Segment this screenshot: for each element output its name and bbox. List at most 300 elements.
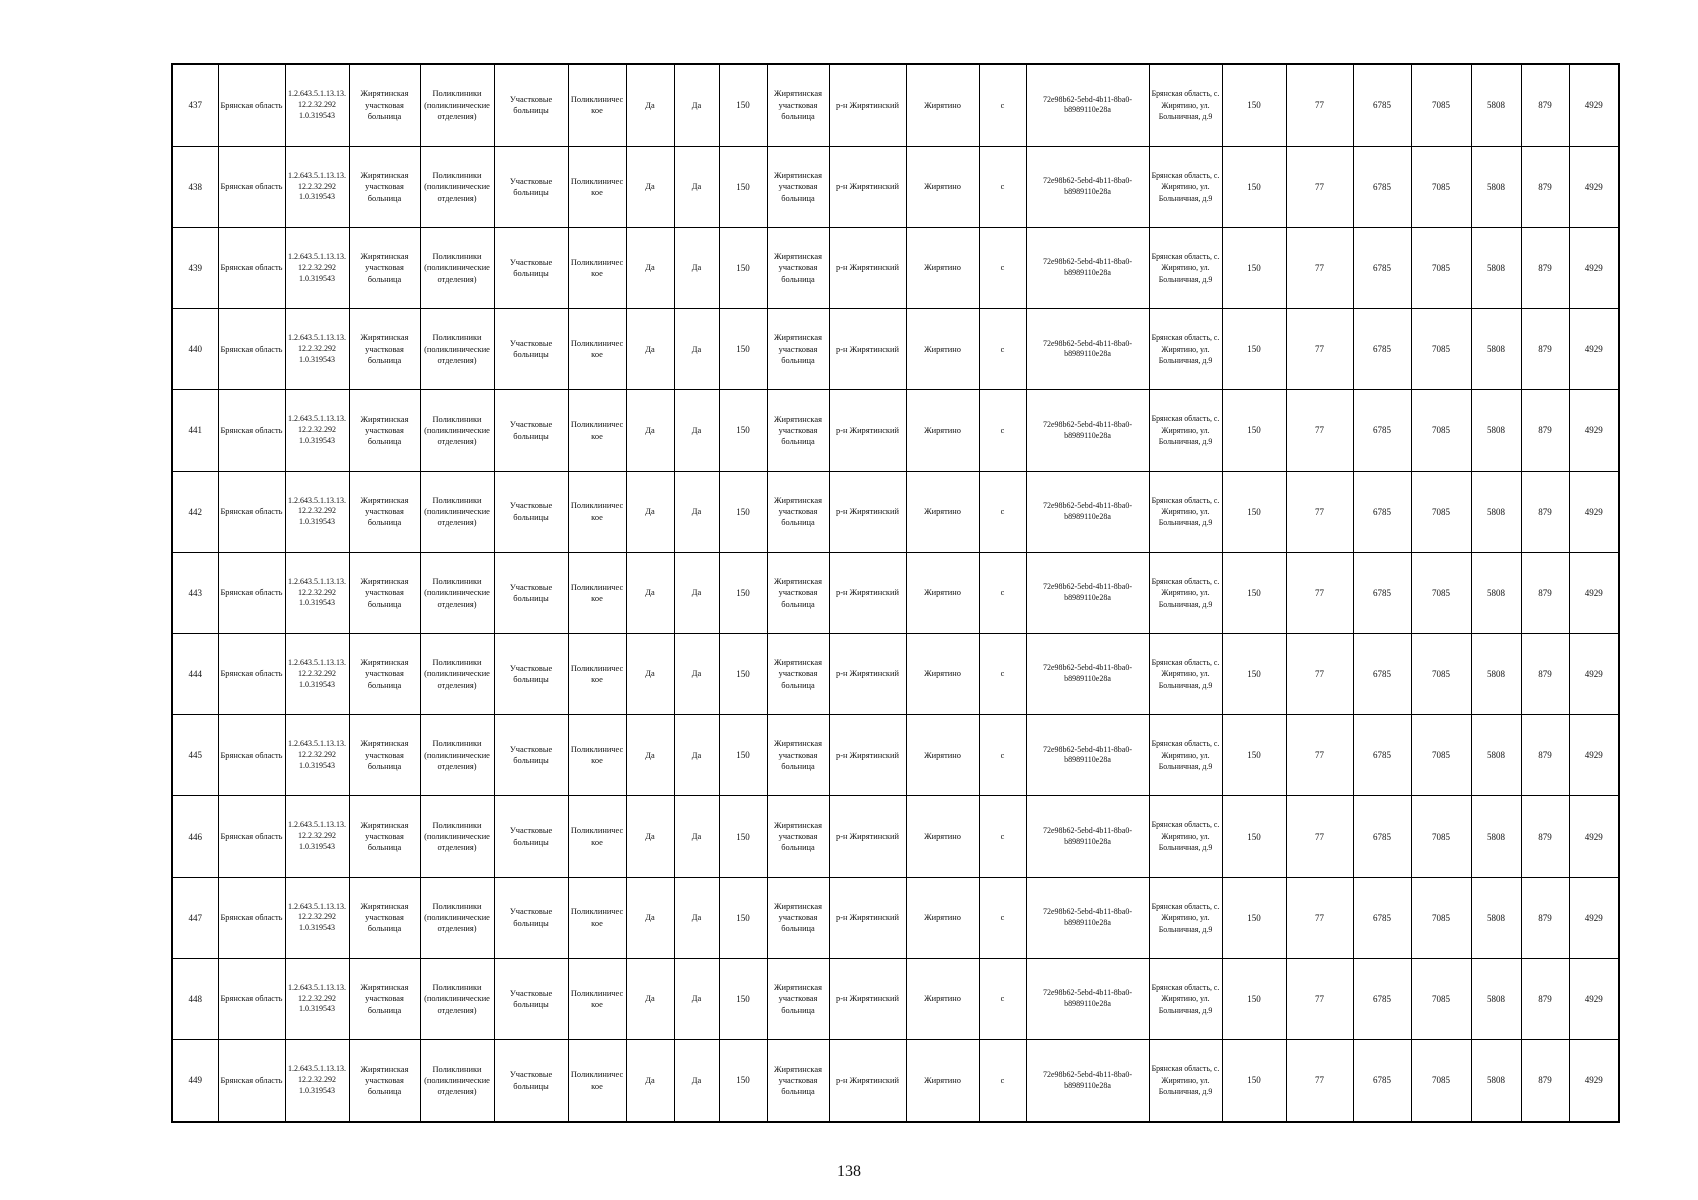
fias-guid-cell: 72e98b62-5ebd-4b11-8ba0-b8989110e28a bbox=[1026, 390, 1149, 471]
value-2-cell: 77 bbox=[1286, 146, 1353, 227]
settlement-cell: Жирятино bbox=[906, 146, 979, 227]
value-4-cell: 7085 bbox=[1411, 958, 1471, 1039]
settlement-cell: Жирятино bbox=[906, 958, 979, 1039]
value-5-cell: 5808 bbox=[1471, 715, 1521, 796]
address-cell: Брянская область, с. Жирятино, ул. Больничная, д.9 bbox=[1149, 958, 1222, 1039]
value-7-cell: 4929 bbox=[1569, 634, 1619, 715]
region-cell: Брянская область bbox=[218, 471, 285, 552]
flag-1-cell: Да bbox=[626, 877, 674, 958]
value-2-cell: 77 bbox=[1286, 1040, 1353, 1122]
capacity-cell: 150 bbox=[719, 228, 767, 309]
value-7-cell: 4929 bbox=[1569, 228, 1619, 309]
organization-cell: Жирятинская участковая больница bbox=[349, 796, 420, 877]
value-2-cell: 77 bbox=[1286, 958, 1353, 1039]
fias-guid-cell: 72e98b62-5ebd-4b11-8ba0-b8989110e28a bbox=[1026, 796, 1149, 877]
value-2-cell: 77 bbox=[1286, 390, 1353, 471]
value-3-cell: 6785 bbox=[1353, 146, 1411, 227]
unit-type-cell: Поликлиники (поликлинические отделения) bbox=[420, 146, 494, 227]
address-cell: Брянская область, с. Жирятино, ул. Больничная, д.9 bbox=[1149, 146, 1222, 227]
flag-2-cell: Да bbox=[674, 390, 719, 471]
value-3-cell: 6785 bbox=[1353, 715, 1411, 796]
oid-cell: 1.2.643.5.1.13.13.12.2.32.292 1.0.319543 bbox=[285, 877, 349, 958]
settlement-type-cell: с bbox=[979, 471, 1026, 552]
value-6-cell: 879 bbox=[1521, 715, 1569, 796]
value-3-cell: 6785 bbox=[1353, 309, 1411, 390]
region-cell: Брянская область bbox=[218, 390, 285, 471]
value-7-cell: 4929 bbox=[1569, 877, 1619, 958]
value-2-cell: 77 bbox=[1286, 796, 1353, 877]
building-name-cell: Жирятинская участковая больница bbox=[767, 1040, 829, 1122]
department-type-cell: Поликлиническое bbox=[568, 877, 626, 958]
region-cell: Брянская область bbox=[218, 877, 285, 958]
department-type-cell: Поликлиническое bbox=[568, 309, 626, 390]
capacity-cell: 150 bbox=[719, 796, 767, 877]
district-cell: р-н Жирятинский bbox=[829, 958, 906, 1039]
settlement-type-cell: с bbox=[979, 796, 1026, 877]
fias-guid-cell: 72e98b62-5ebd-4b11-8ba0-b8989110e28a bbox=[1026, 715, 1149, 796]
value-6-cell: 879 bbox=[1521, 958, 1569, 1039]
oid-cell: 1.2.643.5.1.13.13.12.2.32.292 1.0.319543 bbox=[285, 634, 349, 715]
capacity-cell: 150 bbox=[719, 715, 767, 796]
flag-2-cell: Да bbox=[674, 877, 719, 958]
value-2-cell: 77 bbox=[1286, 634, 1353, 715]
address-cell: Брянская область, с. Жирятино, ул. Больничная, д.9 bbox=[1149, 309, 1222, 390]
unit-type-cell: Поликлиники (поликлинические отделения) bbox=[420, 634, 494, 715]
value-1-cell: 150 bbox=[1222, 228, 1286, 309]
district-cell: р-н Жирятинский bbox=[829, 309, 906, 390]
flag-2-cell: Да bbox=[674, 715, 719, 796]
table-row bbox=[172, 877, 1619, 958]
flag-1-cell: Да bbox=[626, 390, 674, 471]
unit-type-cell: Поликлиники (поликлинические отделения) bbox=[420, 552, 494, 633]
value-6-cell: 879 bbox=[1521, 877, 1569, 958]
unit-type-cell: Поликлиники (поликлинические отделения) bbox=[420, 877, 494, 958]
flag-1-cell: Да bbox=[626, 552, 674, 633]
settlement-cell: Жирятино bbox=[906, 471, 979, 552]
region-cell: Брянская область bbox=[218, 1040, 285, 1122]
row-number-cell: 439 bbox=[172, 228, 218, 309]
page-number: 138 bbox=[837, 1163, 861, 1180]
facility-type-cell: Участковые больницы bbox=[494, 390, 568, 471]
value-1-cell: 150 bbox=[1222, 146, 1286, 227]
flag-2-cell: Да bbox=[674, 552, 719, 633]
building-name-cell: Жирятинская участковая больница bbox=[767, 64, 829, 146]
value-5-cell: 5808 bbox=[1471, 796, 1521, 877]
region-cell: Брянская область bbox=[218, 309, 285, 390]
building-name-cell: Жирятинская участковая больница bbox=[767, 715, 829, 796]
row-number-cell: 448 bbox=[172, 958, 218, 1039]
value-2-cell: 77 bbox=[1286, 877, 1353, 958]
row-number-cell: 449 bbox=[172, 1040, 218, 1122]
capacity-cell: 150 bbox=[719, 877, 767, 958]
department-type-cell: Поликлиническое bbox=[568, 64, 626, 146]
flag-1-cell: Да bbox=[626, 634, 674, 715]
district-cell: р-н Жирятинский bbox=[829, 634, 906, 715]
fias-guid-cell: 72e98b62-5ebd-4b11-8ba0-b8989110e28a bbox=[1026, 958, 1149, 1039]
value-7-cell: 4929 bbox=[1569, 309, 1619, 390]
department-type-cell: Поликлиническое bbox=[568, 1040, 626, 1122]
department-type-cell: Поликлиническое bbox=[568, 634, 626, 715]
region-cell: Брянская область bbox=[218, 958, 285, 1039]
department-type-cell: Поликлиническое bbox=[568, 390, 626, 471]
value-1-cell: 150 bbox=[1222, 1040, 1286, 1122]
unit-type-cell: Поликлиники (поликлинические отделения) bbox=[420, 64, 494, 146]
address-cell: Брянская область, с. Жирятино, ул. Больничная, д.9 bbox=[1149, 1040, 1222, 1122]
capacity-cell: 150 bbox=[719, 958, 767, 1039]
region-cell: Брянская область bbox=[218, 634, 285, 715]
value-4-cell: 7085 bbox=[1411, 552, 1471, 633]
region-cell: Брянская область bbox=[218, 552, 285, 633]
fias-guid-cell: 72e98b62-5ebd-4b11-8ba0-b8989110e28a bbox=[1026, 146, 1149, 227]
value-2-cell: 77 bbox=[1286, 552, 1353, 633]
table-row bbox=[172, 715, 1619, 796]
facility-type-cell: Участковые больницы bbox=[494, 309, 568, 390]
address-cell: Брянская область, с. Жирятино, ул. Больничная, д.9 bbox=[1149, 390, 1222, 471]
value-6-cell: 879 bbox=[1521, 634, 1569, 715]
facility-type-cell: Участковые больницы bbox=[494, 715, 568, 796]
organization-cell: Жирятинская участковая больница bbox=[349, 471, 420, 552]
value-5-cell: 5808 bbox=[1471, 877, 1521, 958]
flag-2-cell: Да bbox=[674, 1040, 719, 1122]
table-row bbox=[172, 309, 1619, 390]
department-type-cell: Поликлиническое bbox=[568, 146, 626, 227]
value-5-cell: 5808 bbox=[1471, 64, 1521, 146]
capacity-cell: 150 bbox=[719, 471, 767, 552]
value-7-cell: 4929 bbox=[1569, 796, 1619, 877]
capacity-cell: 150 bbox=[719, 634, 767, 715]
address-cell: Брянская область, с. Жирятино, ул. Больничная, д.9 bbox=[1149, 552, 1222, 633]
settlement-cell: Жирятино bbox=[906, 634, 979, 715]
settlement-cell: Жирятино bbox=[906, 715, 979, 796]
value-4-cell: 7085 bbox=[1411, 877, 1471, 958]
value-6-cell: 879 bbox=[1521, 796, 1569, 877]
table-row bbox=[172, 471, 1619, 552]
flag-1-cell: Да bbox=[626, 228, 674, 309]
oid-cell: 1.2.643.5.1.13.13.12.2.32.292 1.0.319543 bbox=[285, 471, 349, 552]
flag-2-cell: Да bbox=[674, 958, 719, 1039]
flag-1-cell: Да bbox=[626, 309, 674, 390]
unit-type-cell: Поликлиники (поликлинические отделения) bbox=[420, 471, 494, 552]
district-cell: р-н Жирятинский bbox=[829, 228, 906, 309]
oid-cell: 1.2.643.5.1.13.13.12.2.32.292 1.0.319543 bbox=[285, 1040, 349, 1122]
unit-type-cell: Поликлиники (поликлинические отделения) bbox=[420, 228, 494, 309]
settlement-cell: Жирятино bbox=[906, 552, 979, 633]
value-2-cell: 77 bbox=[1286, 715, 1353, 796]
settlement-type-cell: с bbox=[979, 228, 1026, 309]
oid-cell: 1.2.643.5.1.13.13.12.2.32.292 1.0.319543 bbox=[285, 64, 349, 146]
flag-1-cell: Да bbox=[626, 1040, 674, 1122]
value-5-cell: 5808 bbox=[1471, 1040, 1521, 1122]
facility-type-cell: Участковые больницы bbox=[494, 228, 568, 309]
organization-cell: Жирятинская участковая больница bbox=[349, 1040, 420, 1122]
settlement-type-cell: с bbox=[979, 877, 1026, 958]
unit-type-cell: Поликлиники (поликлинические отделения) bbox=[420, 958, 494, 1039]
table-row bbox=[172, 796, 1619, 877]
settlement-cell: Жирятино bbox=[906, 877, 979, 958]
value-6-cell: 879 bbox=[1521, 390, 1569, 471]
data-table bbox=[171, 63, 1620, 1123]
row-number-cell: 446 bbox=[172, 796, 218, 877]
oid-cell: 1.2.643.5.1.13.13.12.2.32.292 1.0.319543 bbox=[285, 146, 349, 227]
flag-2-cell: Да bbox=[674, 146, 719, 227]
value-3-cell: 6785 bbox=[1353, 796, 1411, 877]
value-4-cell: 7085 bbox=[1411, 146, 1471, 227]
table-row bbox=[172, 552, 1619, 633]
row-number-cell: 447 bbox=[172, 877, 218, 958]
value-7-cell: 4929 bbox=[1569, 471, 1619, 552]
value-4-cell: 7085 bbox=[1411, 796, 1471, 877]
row-number-cell: 441 bbox=[172, 390, 218, 471]
value-5-cell: 5808 bbox=[1471, 552, 1521, 633]
settlement-type-cell: с bbox=[979, 1040, 1026, 1122]
region-cell: Брянская область bbox=[218, 64, 285, 146]
facility-type-cell: Участковые больницы bbox=[494, 796, 568, 877]
department-type-cell: Поликлиническое bbox=[568, 715, 626, 796]
table-row bbox=[172, 1040, 1619, 1122]
row-number-cell: 438 bbox=[172, 146, 218, 227]
flag-2-cell: Да bbox=[674, 796, 719, 877]
district-cell: р-н Жирятинский bbox=[829, 715, 906, 796]
organization-cell: Жирятинская участковая больница bbox=[349, 634, 420, 715]
value-4-cell: 7085 bbox=[1411, 715, 1471, 796]
value-2-cell: 77 bbox=[1286, 228, 1353, 309]
department-type-cell: Поликлиническое bbox=[568, 228, 626, 309]
value-7-cell: 4929 bbox=[1569, 715, 1619, 796]
department-type-cell: Поликлиническое bbox=[568, 958, 626, 1039]
address-cell: Брянская область, с. Жирятино, ул. Больничная, д.9 bbox=[1149, 228, 1222, 309]
oid-cell: 1.2.643.5.1.13.13.12.2.32.292 1.0.319543 bbox=[285, 958, 349, 1039]
value-1-cell: 150 bbox=[1222, 634, 1286, 715]
region-cell: Брянская область bbox=[218, 796, 285, 877]
address-cell: Брянская область, с. Жирятино, ул. Больничная, д.9 bbox=[1149, 796, 1222, 877]
address-cell: Брянская область, с. Жирятино, ул. Больничная, д.9 bbox=[1149, 634, 1222, 715]
capacity-cell: 150 bbox=[719, 146, 767, 227]
value-2-cell: 77 bbox=[1286, 64, 1353, 146]
value-1-cell: 150 bbox=[1222, 552, 1286, 633]
fias-guid-cell: 72e98b62-5ebd-4b11-8ba0-b8989110e28a bbox=[1026, 552, 1149, 633]
district-cell: р-н Жирятинский bbox=[829, 877, 906, 958]
table-row bbox=[172, 390, 1619, 471]
table-row bbox=[172, 146, 1619, 227]
settlement-cell: Жирятино bbox=[906, 64, 979, 146]
address-cell: Брянская область, с. Жирятино, ул. Больничная, д.9 bbox=[1149, 471, 1222, 552]
department-type-cell: Поликлиническое bbox=[568, 552, 626, 633]
value-1-cell: 150 bbox=[1222, 796, 1286, 877]
district-cell: р-н Жирятинский bbox=[829, 471, 906, 552]
table-row bbox=[172, 958, 1619, 1039]
settlement-type-cell: с bbox=[979, 64, 1026, 146]
settlement-type-cell: с bbox=[979, 552, 1026, 633]
settlement-type-cell: с bbox=[979, 146, 1026, 227]
value-4-cell: 7085 bbox=[1411, 64, 1471, 146]
building-name-cell: Жирятинская участковая больница bbox=[767, 309, 829, 390]
facility-type-cell: Участковые больницы bbox=[494, 958, 568, 1039]
value-6-cell: 879 bbox=[1521, 64, 1569, 146]
value-5-cell: 5808 bbox=[1471, 228, 1521, 309]
value-5-cell: 5808 bbox=[1471, 390, 1521, 471]
settlement-cell: Жирятино bbox=[906, 1040, 979, 1122]
unit-type-cell: Поликлиники (поликлинические отделения) bbox=[420, 309, 494, 390]
fias-guid-cell: 72e98b62-5ebd-4b11-8ba0-b8989110e28a bbox=[1026, 634, 1149, 715]
building-name-cell: Жирятинская участковая больница bbox=[767, 471, 829, 552]
region-cell: Брянская область bbox=[218, 715, 285, 796]
table-row bbox=[172, 228, 1619, 309]
value-4-cell: 7085 bbox=[1411, 309, 1471, 390]
capacity-cell: 150 bbox=[719, 1040, 767, 1122]
district-cell: р-н Жирятинский bbox=[829, 146, 906, 227]
value-6-cell: 879 bbox=[1521, 1040, 1569, 1122]
facility-type-cell: Участковые больницы bbox=[494, 64, 568, 146]
value-5-cell: 5808 bbox=[1471, 471, 1521, 552]
fias-guid-cell: 72e98b62-5ebd-4b11-8ba0-b8989110e28a bbox=[1026, 1040, 1149, 1122]
flag-1-cell: Да bbox=[626, 796, 674, 877]
value-3-cell: 6785 bbox=[1353, 877, 1411, 958]
fias-guid-cell: 72e98b62-5ebd-4b11-8ba0-b8989110e28a bbox=[1026, 471, 1149, 552]
row-number-cell: 437 bbox=[172, 64, 218, 146]
flag-2-cell: Да bbox=[674, 309, 719, 390]
settlement-type-cell: с bbox=[979, 958, 1026, 1039]
table-row bbox=[172, 64, 1619, 146]
building-name-cell: Жирятинская участковая больница bbox=[767, 146, 829, 227]
district-cell: р-н Жирятинский bbox=[829, 64, 906, 146]
building-name-cell: Жирятинская участковая больница bbox=[767, 390, 829, 471]
settlement-cell: Жирятино bbox=[906, 796, 979, 877]
facility-type-cell: Участковые больницы bbox=[494, 1040, 568, 1122]
address-cell: Брянская область, с. Жирятино, ул. Больничная, д.9 bbox=[1149, 64, 1222, 146]
oid-cell: 1.2.643.5.1.13.13.12.2.32.292 1.0.319543 bbox=[285, 228, 349, 309]
value-5-cell: 5808 bbox=[1471, 958, 1521, 1039]
flag-1-cell: Да bbox=[626, 146, 674, 227]
value-5-cell: 5808 bbox=[1471, 146, 1521, 227]
flag-2-cell: Да bbox=[674, 634, 719, 715]
flag-1-cell: Да bbox=[626, 64, 674, 146]
fias-guid-cell: 72e98b62-5ebd-4b11-8ba0-b8989110e28a bbox=[1026, 228, 1149, 309]
settlement-type-cell: с bbox=[979, 715, 1026, 796]
row-number-cell: 442 bbox=[172, 471, 218, 552]
region-cell: Брянская область bbox=[218, 228, 285, 309]
value-3-cell: 6785 bbox=[1353, 1040, 1411, 1122]
facility-type-cell: Участковые больницы bbox=[494, 877, 568, 958]
value-1-cell: 150 bbox=[1222, 309, 1286, 390]
value-7-cell: 4929 bbox=[1569, 390, 1619, 471]
organization-cell: Жирятинская участковая больница bbox=[349, 958, 420, 1039]
value-1-cell: 150 bbox=[1222, 715, 1286, 796]
flag-2-cell: Да bbox=[674, 471, 719, 552]
capacity-cell: 150 bbox=[719, 552, 767, 633]
building-name-cell: Жирятинская участковая больница bbox=[767, 796, 829, 877]
value-3-cell: 6785 bbox=[1353, 64, 1411, 146]
value-2-cell: 77 bbox=[1286, 309, 1353, 390]
facility-type-cell: Участковые больницы bbox=[494, 634, 568, 715]
value-3-cell: 6785 bbox=[1353, 471, 1411, 552]
oid-cell: 1.2.643.5.1.13.13.12.2.32.292 1.0.319543 bbox=[285, 796, 349, 877]
settlement-cell: Жирятино bbox=[906, 309, 979, 390]
value-5-cell: 5808 bbox=[1471, 309, 1521, 390]
department-type-cell: Поликлиническое bbox=[568, 796, 626, 877]
value-6-cell: 879 bbox=[1521, 146, 1569, 227]
district-cell: р-н Жирятинский bbox=[829, 552, 906, 633]
row-number-cell: 444 bbox=[172, 634, 218, 715]
value-3-cell: 6785 bbox=[1353, 958, 1411, 1039]
organization-cell: Жирятинская участковая больница bbox=[349, 146, 420, 227]
value-1-cell: 150 bbox=[1222, 471, 1286, 552]
unit-type-cell: Поликлиники (поликлинические отделения) bbox=[420, 1040, 494, 1122]
facility-type-cell: Участковые больницы bbox=[494, 471, 568, 552]
value-1-cell: 150 bbox=[1222, 390, 1286, 471]
table-body bbox=[172, 64, 1619, 1122]
fias-guid-cell: 72e98b62-5ebd-4b11-8ba0-b8989110e28a bbox=[1026, 64, 1149, 146]
flag-2-cell: Да bbox=[674, 64, 719, 146]
row-number-cell: 445 bbox=[172, 715, 218, 796]
value-3-cell: 6785 bbox=[1353, 390, 1411, 471]
capacity-cell: 150 bbox=[719, 64, 767, 146]
facility-type-cell: Участковые больницы bbox=[494, 552, 568, 633]
building-name-cell: Жирятинская участковая больница bbox=[767, 634, 829, 715]
facility-type-cell: Участковые больницы bbox=[494, 146, 568, 227]
settlement-cell: Жирятино bbox=[906, 228, 979, 309]
unit-type-cell: Поликлиники (поликлинические отделения) bbox=[420, 390, 494, 471]
fias-guid-cell: 72e98b62-5ebd-4b11-8ba0-b8989110e28a bbox=[1026, 877, 1149, 958]
row-number-cell: 443 bbox=[172, 552, 218, 633]
department-type-cell: Поликлиническое bbox=[568, 471, 626, 552]
settlement-type-cell: с bbox=[979, 390, 1026, 471]
value-1-cell: 150 bbox=[1222, 64, 1286, 146]
capacity-cell: 150 bbox=[719, 309, 767, 390]
flag-1-cell: Да bbox=[626, 958, 674, 1039]
address-cell: Брянская область, с. Жирятино, ул. Больничная, д.9 bbox=[1149, 715, 1222, 796]
fias-guid-cell: 72e98b62-5ebd-4b11-8ba0-b8989110e28a bbox=[1026, 309, 1149, 390]
value-4-cell: 7085 bbox=[1411, 634, 1471, 715]
value-1-cell: 150 bbox=[1222, 958, 1286, 1039]
value-4-cell: 7085 bbox=[1411, 390, 1471, 471]
building-name-cell: Жирятинская участковая больница bbox=[767, 958, 829, 1039]
oid-cell: 1.2.643.5.1.13.13.12.2.32.292 1.0.319543 bbox=[285, 309, 349, 390]
value-7-cell: 4929 bbox=[1569, 552, 1619, 633]
organization-cell: Жирятинская участковая больница bbox=[349, 877, 420, 958]
value-3-cell: 6785 bbox=[1353, 228, 1411, 309]
value-1-cell: 150 bbox=[1222, 877, 1286, 958]
flag-1-cell: Да bbox=[626, 471, 674, 552]
value-7-cell: 4929 bbox=[1569, 64, 1619, 146]
value-5-cell: 5808 bbox=[1471, 634, 1521, 715]
value-6-cell: 879 bbox=[1521, 309, 1569, 390]
organization-cell: Жирятинская участковая больница bbox=[349, 309, 420, 390]
value-7-cell: 4929 bbox=[1569, 1040, 1619, 1122]
value-6-cell: 879 bbox=[1521, 552, 1569, 633]
oid-cell: 1.2.643.5.1.13.13.12.2.32.292 1.0.319543 bbox=[285, 552, 349, 633]
region-cell: Брянская область bbox=[218, 146, 285, 227]
value-6-cell: 879 bbox=[1521, 228, 1569, 309]
value-6-cell: 879 bbox=[1521, 471, 1569, 552]
value-4-cell: 7085 bbox=[1411, 1040, 1471, 1122]
organization-cell: Жирятинская участковая больница bbox=[349, 552, 420, 633]
building-name-cell: Жирятинская участковая больница bbox=[767, 228, 829, 309]
organization-cell: Жирятинская участковая больница bbox=[349, 64, 420, 146]
row-number-cell: 440 bbox=[172, 309, 218, 390]
unit-type-cell: Поликлиники (поликлинические отделения) bbox=[420, 715, 494, 796]
flag-1-cell: Да bbox=[626, 715, 674, 796]
district-cell: р-н Жирятинский bbox=[829, 1040, 906, 1122]
value-7-cell: 4929 bbox=[1569, 958, 1619, 1039]
value-4-cell: 7085 bbox=[1411, 471, 1471, 552]
building-name-cell: Жирятинская участковая больница bbox=[767, 552, 829, 633]
district-cell: р-н Жирятинский bbox=[829, 390, 906, 471]
organization-cell: Жирятинская участковая больница bbox=[349, 715, 420, 796]
address-cell: Брянская область, с. Жирятино, ул. Больничная, д.9 bbox=[1149, 877, 1222, 958]
value-7-cell: 4929 bbox=[1569, 146, 1619, 227]
district-cell: р-н Жирятинский bbox=[829, 796, 906, 877]
value-2-cell: 77 bbox=[1286, 471, 1353, 552]
